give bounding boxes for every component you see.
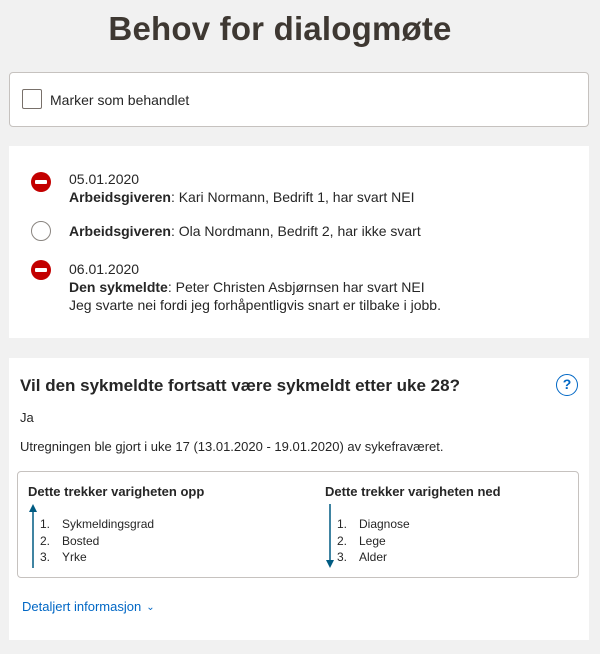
factors-box [17, 471, 579, 578]
sick-leave-prediction-panel [9, 358, 589, 640]
list-item: 3. Alder [337, 550, 388, 564]
status-role: Arbeidsgiveren [69, 223, 171, 239]
status-description [69, 222, 421, 240]
status-detail: : Peter Christen Asbjørnsen har svart NEI [167, 279, 425, 295]
status-description [69, 278, 441, 296]
declined-icon [31, 260, 51, 280]
list-item: 3. Yrke [40, 550, 87, 564]
list-item: 1. Sykmeldingsgrad [40, 517, 155, 531]
factors-up-column [28, 484, 205, 564]
arrow-down-icon [325, 504, 335, 568]
mark-handled-panel [9, 72, 589, 127]
factors-down-column [325, 484, 501, 564]
factors-up-list [40, 516, 154, 566]
status-role: Den sykmeldte [69, 279, 168, 295]
pending-icon [31, 221, 51, 241]
list-item: 1. Diagnose [337, 517, 410, 531]
status-description [69, 188, 414, 206]
list-item: 2. Lege [337, 533, 386, 548]
status-date: 05.01.2020 [69, 171, 140, 187]
status-date: 06.01.2020 [69, 261, 140, 277]
help-icon[interactable]: ? [556, 374, 578, 396]
status-role: Arbeidsgiveren [69, 189, 171, 205]
calculation-info: Utregningen ble gjort i uke 17 (13.01.2020 - 19.01.2020) av sykefraværet. [20, 439, 444, 454]
prediction-question: Vil den sykmeldte fortsatt være sykmeldt etter uke 28? [20, 376, 460, 395]
mark-handled-label[interactable]: Marker som behandlet [50, 92, 190, 108]
prediction-answer: Ja [20, 410, 34, 425]
factors-down-list [337, 516, 410, 566]
status-detail: : Kari Normann, Bedrift 1, har svart NEI [170, 189, 415, 205]
factors-up-heading: Dette trekker varigheten opp [28, 484, 205, 499]
chevron-down-icon[interactable]: ⌄ [146, 602, 155, 613]
response-status-panel [9, 146, 589, 338]
list-item: 2. Bosted [40, 533, 100, 548]
declined-icon [31, 172, 51, 192]
status-comment: Jeg svarte nei fordi jeg forhåpentligvis snart er tilbake i jobb. [69, 297, 441, 313]
arrow-up-icon [28, 504, 38, 568]
page-title: Behov for dialogmøte [108, 10, 452, 47]
status-detail: : Ola Nordmann, Bedrift 2, har ikke svart [170, 223, 421, 239]
factors-down-heading: Dette trekker varigheten ned [325, 484, 501, 499]
mark-handled-checkbox[interactable] [22, 89, 42, 109]
details-toggle[interactable] [22, 599, 155, 614]
details-label[interactable]: Detaljert informasjon [22, 599, 142, 614]
